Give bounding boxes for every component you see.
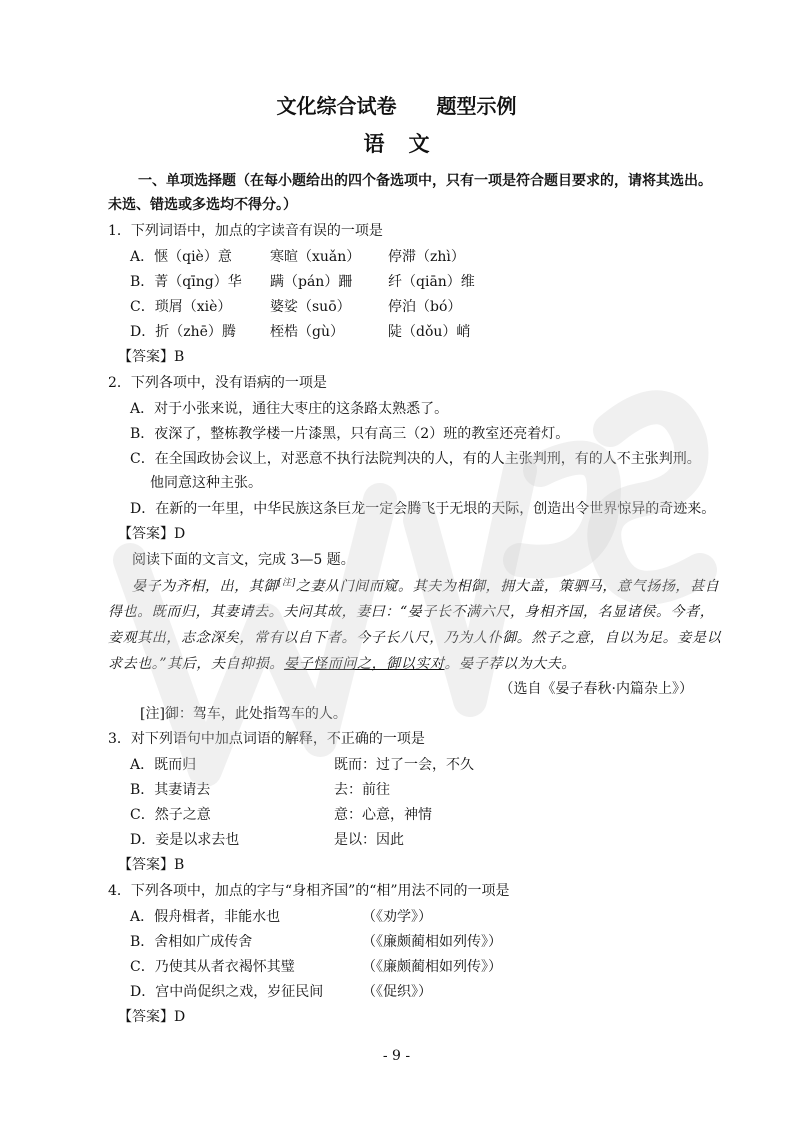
q4-a-text: A．假舟楫者，非能水也 xyxy=(130,909,281,925)
q2-option-c-line2: 他同意这种主张。 xyxy=(150,475,262,491)
q1-c-3: 停泊（bó） xyxy=(388,299,462,315)
passage-line-2: 得也。既而归，其妻请去。夫问其故，妻曰：“晏子长不满六尺，身相齐国，名显诸侯。今者， xyxy=(108,604,715,620)
q2-option-a: A．对于小张来说，通往大枣庄的这条路太熟悉了。 xyxy=(130,401,449,417)
q3-a-gloss: 既而：过了一会，不久 xyxy=(334,757,474,773)
subject-title: 语文 xyxy=(363,132,454,156)
exam-title-right: 题型示例 xyxy=(436,94,517,118)
q1-d-3: 陡（dǒu）峭 xyxy=(388,324,471,340)
q2-answer: 【答案】D xyxy=(118,526,186,542)
q2-stem: 2．下列各项中，没有语病的一项是 xyxy=(108,375,327,391)
q4-a-source: （《劝学》） xyxy=(362,909,432,925)
q3-c-gloss: 意：心意，神情 xyxy=(334,807,432,823)
q1-c-1: C．琐屑（xiè） xyxy=(130,299,232,315)
exam-title-left: 文化综合试卷 xyxy=(276,94,397,118)
q3-d-gloss: 是以：因此 xyxy=(334,832,404,848)
q1-answer: 【答案】B xyxy=(118,349,185,365)
q1-a-3: 停滞（zhì） xyxy=(388,249,465,265)
q1-b-3: 纤（qiān）维 xyxy=(388,274,475,290)
passage-note-mark: [注] xyxy=(278,578,296,588)
q4-c-text: C．乃使其从者衣褐怀其璧 xyxy=(130,959,295,975)
passage-footnote: [注]御：驾车，此处指驾车的人。 xyxy=(140,706,347,722)
q4-b-source: （《廉颇蔺相如列传》） xyxy=(362,934,502,950)
q1-c-2: 婆娑（suō） xyxy=(270,299,351,315)
q1-d-1: D．折（zhē）腾 xyxy=(130,324,236,340)
section-heading-line2: 未选、错选或多选均不得分。） xyxy=(108,197,297,213)
q3-b-gloss: 去：前往 xyxy=(334,782,390,798)
q4-stem: 4．下列各项中，加点的字与“身相齐国”的“相”用法不同的一项是 xyxy=(108,883,510,899)
q1-d-2: 桎梏（gù） xyxy=(270,324,344,340)
q1-b-2: 蹒（pán）跚 xyxy=(270,274,353,290)
reading-intro: 阅读下面的文言文，完成 3—5 题。 xyxy=(132,552,355,568)
passage-line-1a: 晏子为齐相，出，其御 xyxy=(132,578,278,595)
passage-line-1b: 之妻从门间而窥。其夫为相御，拥大盖，策驷马，意气扬扬，甚自 xyxy=(295,578,720,595)
passage-line-4 xyxy=(108,653,576,673)
q1-b-1: B．菁（qīng）华 xyxy=(130,274,242,290)
q2-option-d: D．在新的一年里，中华民族这条巨龙一定会腾飞于无垠的天际，创造出令世界惊异的奇迹来。 xyxy=(130,501,716,517)
exam-title xyxy=(0,90,793,119)
q2-option-b: B．夜深了，整栋教学楼一片漆黑，只有高三（2）班的教室还亮着灯。 xyxy=(130,426,570,442)
passage-source: （选自《晏子春秋·内篇杂上》） xyxy=(499,681,693,697)
q4-answer: 【答案】D xyxy=(118,1009,186,1025)
q3-stem: 3．对下列语句中加点词语的解释，不正确的一项是 xyxy=(108,731,425,747)
q3-d-text: D．妾是以求去也 xyxy=(130,832,240,848)
passage-line-3: 妾观其出，志念深矣，常有以自下者。今子长八尺，乃为人仆御。然子之意，自以为足。妾是以 xyxy=(108,630,722,646)
passage-line-4a: 求去也。”其后，夫自抑损。 xyxy=(108,656,284,672)
passage-line-4b: 。晏子荐以为大夫。 xyxy=(444,656,576,672)
q4-c-source: （《廉颇蔺相如列传》） xyxy=(362,959,502,975)
q1-a-2: 寒暄（xuǎn） xyxy=(270,249,361,265)
passage-underlined-sentence: 晏子怪而问之，御以实对 xyxy=(283,656,445,672)
q1-a-1: A．惬（qiè）意 xyxy=(130,249,232,265)
q4-d-text: D．宫中尚促织之戏，岁征民间 xyxy=(130,984,324,1000)
q1-stem: 1．下列词语中，加点的字读音有误的一项是 xyxy=(108,223,383,239)
q3-answer: 【答案】B xyxy=(118,857,185,873)
q4-d-source: （《促织》） xyxy=(362,984,432,1000)
q3-a-text: A．既而归 xyxy=(130,757,197,773)
q3-b-text: B．其妻请去 xyxy=(130,782,211,798)
passage-line-1 xyxy=(132,575,719,596)
page-number: - 9 - xyxy=(382,1048,411,1064)
q2-option-c-line1: C．在全国政协会议上，对恶意不执行法院判决的人，有的人主张判刑，有的人不主张判刑。 xyxy=(130,451,701,467)
q3-c-text: C．然子之意 xyxy=(130,807,211,823)
q4-b-text: B．舍相如广成传舍 xyxy=(130,934,253,950)
section-heading-line1: 一、单项选择题（在每小题给出的四个备选项中，只有一项是符合题目要求的，请将其选出。 xyxy=(138,173,712,189)
